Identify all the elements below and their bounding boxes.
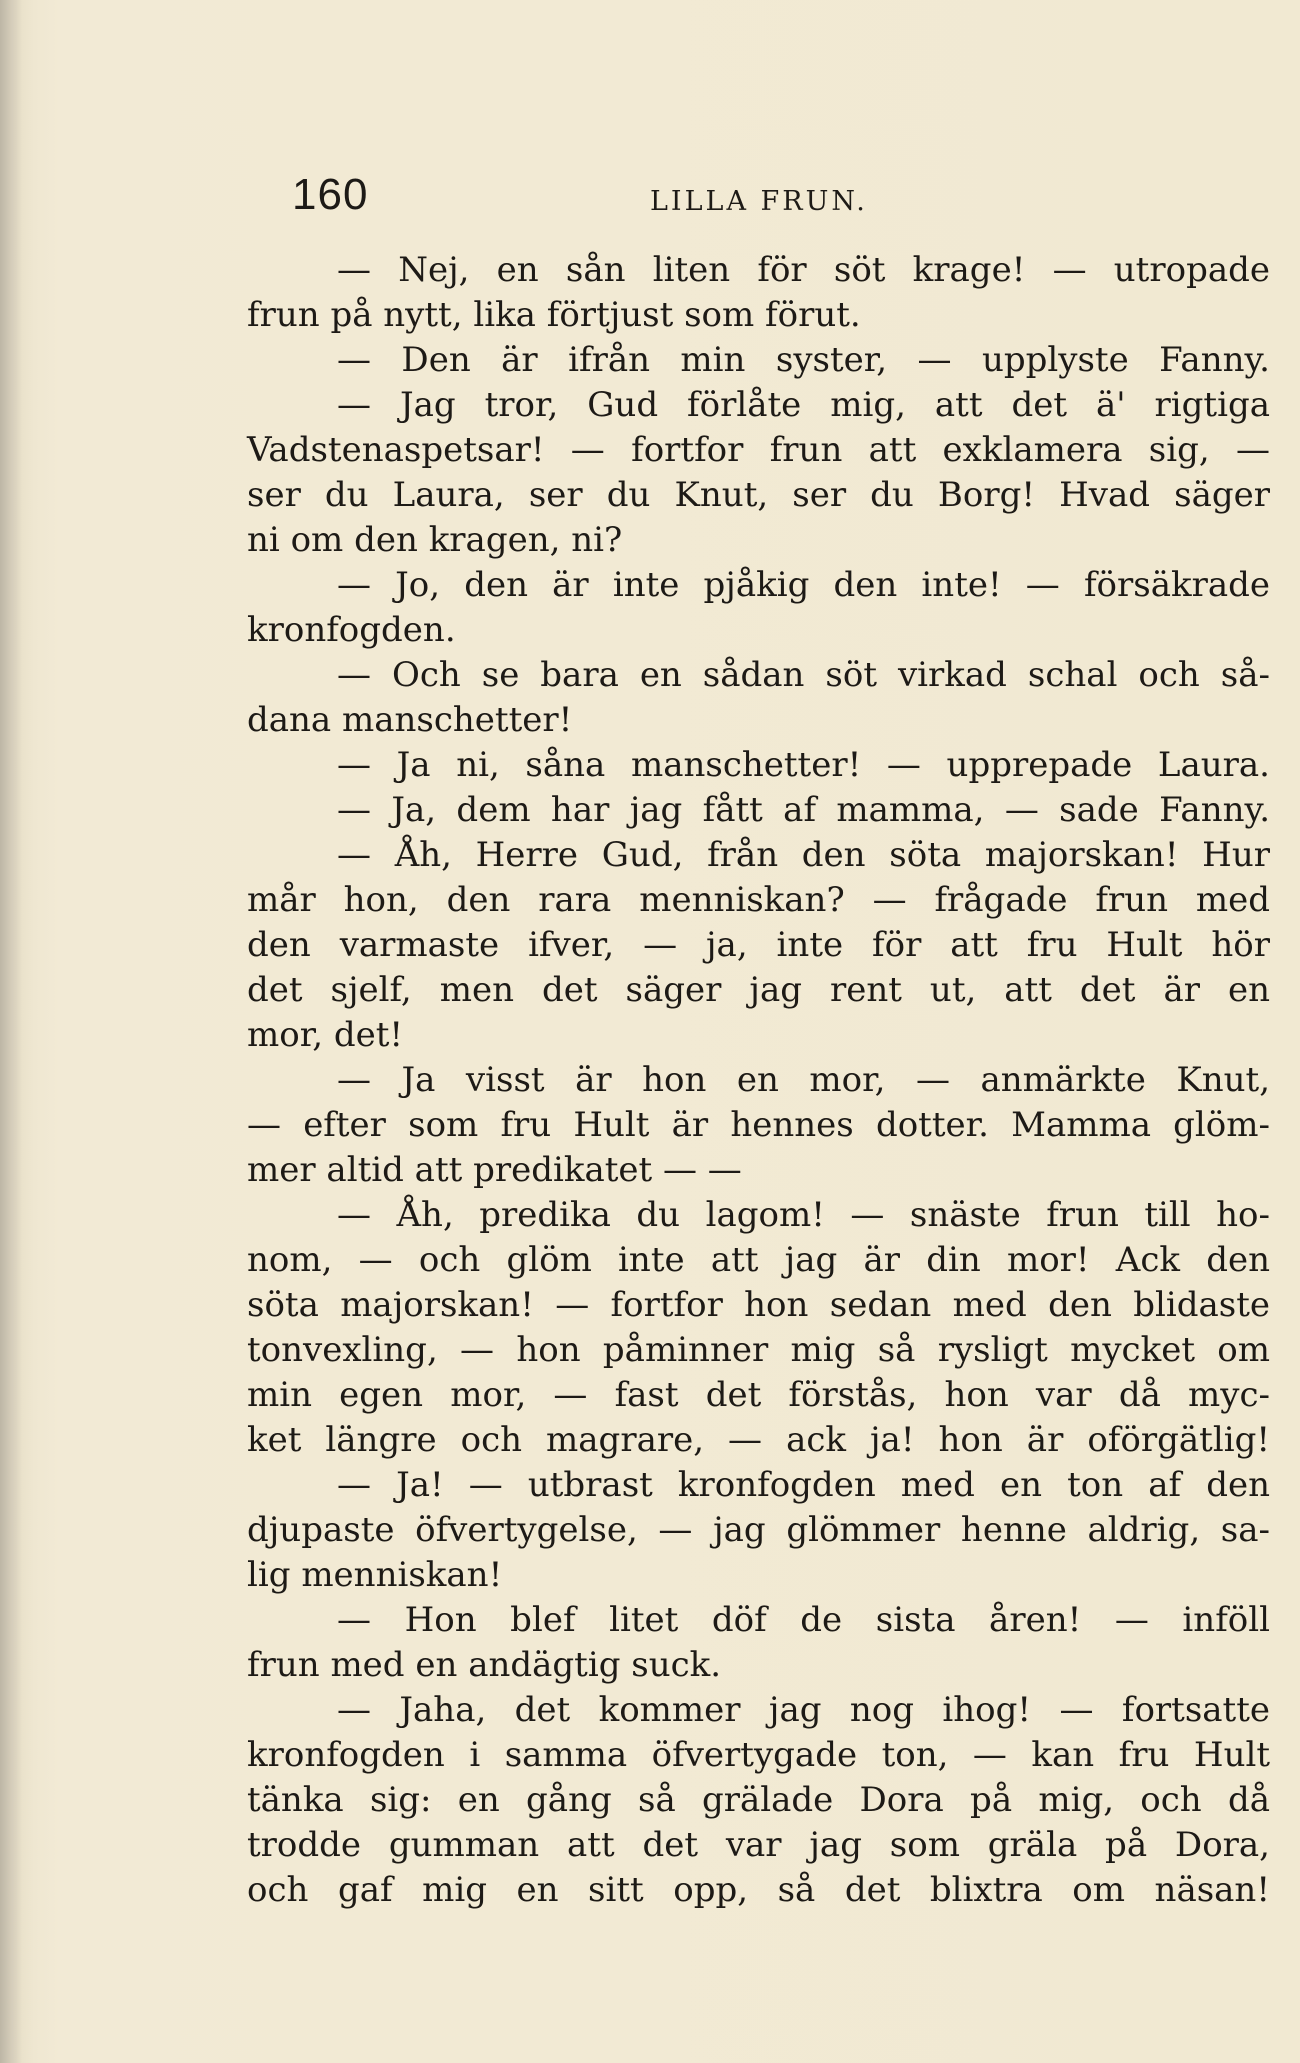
text-line: ket längre och magrare, — ack ja! hon är oförgätlig! [247, 1420, 1270, 1460]
text-line: — Ja! — utbrast kronfogden med en ton af den [337, 1465, 1270, 1505]
text-line: — Ja, dem har jag fått af mamma, — sade Fanny. [337, 790, 1270, 830]
page-header [0, 170, 1300, 230]
text-line: frun på nytt, lika förtjust som förut. [247, 295, 861, 335]
text-line: — Och se bara en sådan söt virkad schal och så- [337, 655, 1270, 695]
text-line: — Hon blef litet döf de sista åren! — inföll [337, 1600, 1270, 1640]
body-text [247, 248, 1270, 1913]
running-head: LILLA FRUN. [650, 186, 868, 217]
text-line: det sjelf, men det säger jag rent ut, att det är en [247, 970, 1270, 1010]
text-line: trodde gumman att det var jag som gräla på Dora, [247, 1825, 1270, 1865]
text-line: — Nej, en sån liten för söt krage! — utropade [337, 250, 1270, 290]
text-line: tänka sig: en gång så grälade Dora på mig, och då [247, 1780, 1270, 1820]
text-line: den varmaste ifver, — ja, inte för att fru Hult hör [247, 925, 1270, 965]
text-line: mor, det! [247, 1015, 404, 1055]
text-line: söta majorskan! — fortfor hon sedan med den blidaste [247, 1285, 1270, 1325]
text-line: tonvexling, — hon påminner mig så rysligt mycket om [247, 1330, 1270, 1370]
text-line: — Åh, Herre Gud, från den söta majorskan! Hur [337, 835, 1270, 875]
text-line: nom, — och glöm inte att jag är din mor! Ack den [247, 1240, 1270, 1280]
text-line: mår hon, den rara menniskan? — frågade frun med [247, 880, 1270, 920]
text-line: och gaf mig en sitt opp, så det blixtra om näsan! [247, 1870, 1270, 1910]
text-line: — Ja ni, såna manschetter! — upprepade Laura. [337, 745, 1270, 785]
text-line: djupaste öfvertygelse, — jag glömmer henne aldrig, sa- [247, 1510, 1270, 1550]
page-spine-shadow [0, 0, 22, 2063]
text-line: frun med en andägtig suck. [247, 1645, 722, 1685]
text-line: min egen mor, — fast det förstås, hon var då myc- [247, 1375, 1270, 1415]
page-number: 160 [292, 170, 369, 219]
text-line: kronfogden. [247, 610, 456, 650]
text-line: — efter som fru Hult är hennes dotter. Mamma glöm- [247, 1105, 1270, 1145]
text-line: ser du Laura, ser du Knut, ser du Borg! Hvad säger [247, 475, 1270, 515]
text-line: ni om den kragen, ni? [247, 520, 623, 560]
text-line: dana manschetter! [247, 700, 573, 740]
text-line: — Den är ifrån min syster, — upplyste Fanny. [337, 340, 1270, 380]
text-line: — Åh, predika du lagom! — snäste frun till ho- [337, 1195, 1270, 1235]
text-line: — Jaha, det kommer jag nog ihog! — fortsatte [337, 1690, 1270, 1730]
text-line: Vadstenaspetsar! — fortfor frun att exklamera sig, — [247, 430, 1270, 470]
text-line: — Jo, den är inte pjåkig den inte! — försäkrade [337, 565, 1270, 605]
text-line: lig menniskan! [247, 1555, 503, 1595]
text-line: kronfogden i samma öfvertygade ton, — kan fru Hult [247, 1735, 1270, 1775]
text-line: — Ja visst är hon en mor, — anmärkte Knut, [337, 1060, 1270, 1100]
text-line: mer altid att predikatet — — [247, 1150, 742, 1190]
text-line: — Jag tror, Gud förlåte mig, att det ä' rigtiga [337, 385, 1270, 425]
